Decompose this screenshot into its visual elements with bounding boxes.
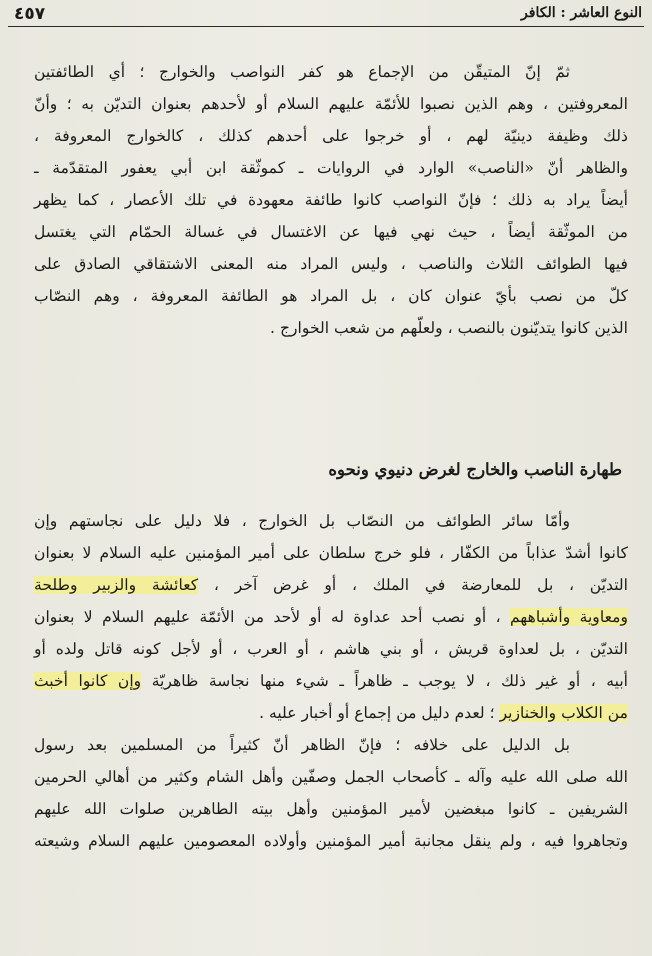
text-line	[0, 312, 652, 344]
line-text: بل الدليل على خلافه ؛ فإنّ الظاهر أنّ كثيراً من المسلمين بعد رسول	[34, 736, 570, 754]
text-line	[0, 601, 652, 633]
text-line	[0, 793, 652, 825]
page-number: ٤٥٧	[14, 4, 46, 24]
header-rule	[8, 26, 644, 27]
highlighted-text: ومعاوية وأشباههم	[510, 608, 628, 626]
text-line	[0, 569, 652, 601]
line-text: وتجاهروا فيه ، ولم ينقل مجانبة أمير المؤمنين وأولاده المعصومين عليهم السلام وشيعته	[34, 832, 628, 850]
highlighted-text: من الكلاب والخنازير	[499, 704, 628, 722]
line-text: المعروفتين ، وهم الذين نصبوا للأئمّة عليهم السلام أو لأحدهم بعنوان التديّن به ؛ وأنّ	[34, 95, 628, 113]
text-line	[0, 505, 652, 537]
text-line	[0, 697, 652, 729]
line-text: كلّ من نصب بأيّ عنوان كان ، بل المراد هو الطائفة المعروفة ، وهم النصّاب	[34, 287, 628, 305]
text-line	[0, 152, 652, 184]
line-text: ؛ لعدم دليل من إجماع أو أخبار عليه .	[259, 704, 500, 722]
text-line	[0, 120, 652, 152]
line-text: وأمّا سائر الطوائف من النصّاب بل الخوارج ، فلا دليل على نجاستهم وإن	[34, 512, 570, 530]
line-text: ذلك وظيفة دينيّة لهم ، أو خرجوا على أحدهم كذلك ، كالخوارج المعروفة ،	[34, 127, 628, 145]
line-text: أيضاً يراد به ذلك ؛ فإنّ النواصب كانوا طائفة معهودة في تلك الأعصار ، كما يظهر	[34, 191, 628, 209]
text-line	[0, 729, 652, 761]
line-text: الشريفين ـ كانوا مبغضين لأمير المؤمنين وأهل بيته الطاهرين صلوات الله عليهم	[34, 800, 628, 818]
line-text: أبيه ، أو غير ذلك ، لا يوجب ـ ظاهراً ـ شيء منها نجاسة ظاهريّة	[141, 672, 628, 690]
line-text: الله صلى الله عليه وآله ـ كأصحاب الجمل وصفّين وأهل الشام وكثير من أهالي الحرمين	[34, 768, 628, 786]
line-text: ثمّ إنّ المتيقّن من الإجماع هو كفر النواصب والخوارج ؛ أي الطائفتين	[34, 63, 570, 81]
line-text: فيها الطوائف الثلاث والناصب ، وليس المراد منه المعنى الاشتقاقي الصادق على	[34, 255, 628, 273]
line-text: من الموثّقة أيضاً ، حيث نهي فيها عن الاغتسال في غسالة الحمّام التي يغتسل	[34, 223, 628, 241]
text-line	[0, 825, 652, 857]
text-line	[0, 184, 652, 216]
text-line	[0, 665, 652, 697]
line-text: الذين كانوا يتديّنون بالنصب ، ولعلّهم من شعب الخوارج .	[270, 319, 628, 337]
text-line	[0, 216, 652, 248]
line-text: التديّن ، بل لعداوة قريش ، أو بني هاشم ، أو العرب ، أو لأجل كونه قاتل ولده أو	[34, 640, 628, 658]
section-heading: طهارة الناصب والخارج لغرض دنيوي ونحوه	[328, 460, 622, 479]
running-title: النوع العاشر : الكافر	[521, 5, 642, 21]
page-header	[0, 0, 652, 28]
text-line	[0, 537, 652, 569]
line-text: ، أو نصب أحد عداوة له أو لأحد من الأئمّة عليهم السلام لا بعنوان	[34, 608, 511, 626]
line-text: كانوا أشدّ عذاباً من الكفّار ، فلو خرج سلطان على أمير المؤمنين عليه السلام لا بعنوان	[34, 544, 628, 562]
line-text: التديّن ، بل للمعارضة في الملك ، أو غرض آخر ،	[198, 576, 628, 594]
text-line	[0, 761, 652, 793]
highlighted-text: كعائشة والزبير وطلحة	[34, 576, 199, 594]
line-text: والظاهر أنّ «الناصب» الوارد في الروايات ـ كموثّقة ابن أبي يعفور المتقدّمة ـ	[34, 159, 628, 177]
highlighted-text: وإن كانوا أخبث	[34, 672, 142, 690]
text-line	[0, 56, 652, 88]
text-line	[0, 88, 652, 120]
text-line	[0, 248, 652, 280]
text-line	[0, 633, 652, 665]
text-line	[0, 280, 652, 312]
